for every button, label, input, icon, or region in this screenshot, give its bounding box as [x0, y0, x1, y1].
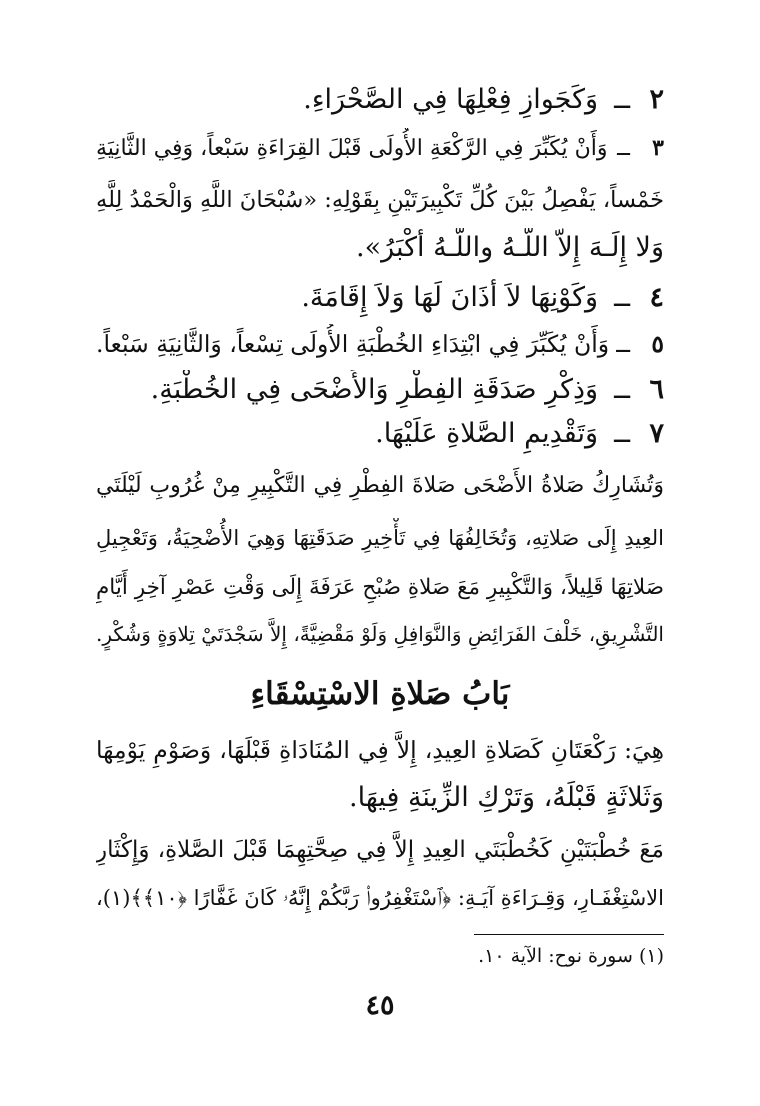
item-number: ٢	[649, 84, 664, 115]
paragraph-line: صَلاتِهَا قَلِيلاً، وَالتَّكْبِيرِ مَعَ صَلاةِ صُبْحِ عَرَفَةَ إِلَى وَقْتِ عَصْرِ آخِرِ أَيَّامِ	[96, 575, 664, 600]
item-text: وَذِكْرِ صَدَقَةِ الفِطْرِ وَالأَضْحَى فِي الخُطْبَةِ.	[150, 374, 598, 405]
item-text: وَكَجَوازِ فِعْلِهَا فِي الصَّحْرَاءِ.	[303, 84, 598, 115]
item-number: ٧	[649, 418, 664, 449]
item-number: ٤	[649, 282, 664, 313]
list-item-7	[96, 414, 664, 454]
item-number: ٣	[652, 135, 664, 161]
paragraph-line: العِيدِ إِلَى صَلاتِهِ، وَتُخَالِفُهَا فِي تَأْخِيرِ صَدَقَتِهَا وَهِيَ الأُضْحِيَةُ، وَتَعْجِيلِ	[96, 526, 664, 550]
paragraph-line: وَتُشَارِكُ صَلاةُ الأَضْحَى صَلاةَ الفِطْرِ فِي التَّكْبِيرِ مِنْ غُرُوبِ لَيْلَتَي	[96, 473, 664, 498]
item-dash: ــ	[617, 136, 630, 161]
list-item-3-continuation: وَلا إِلَـهَ إِلاَّ اللَّـهُ واللَّـهُ أَكْبَرُ».	[355, 232, 664, 263]
paragraph-line: الاسْتِغْفَـارِ، وَقِـرَاءَةِ آيَـةِ: ﴿ٱسْتَغْفِرُوا۟ رَبَّكُمْ إِنَّهُۥ كَانَ غَفَّارًا ﴿١٠﴾﴾(١)،	[96, 886, 664, 910]
item-dash: ــ	[614, 282, 630, 313]
list-item-6	[96, 370, 664, 410]
list-item-2	[96, 80, 664, 120]
item-dash: ــ	[614, 84, 630, 115]
item-text: وَأَنْ يُكَبِّرَ فِي ابْتِدَاءِ الخُطْبَةِ الأُولَى تِسْعاً، وَالثَّانِيَةِ سَبْعاً.	[96, 330, 610, 358]
item-text: وَتَقْدِيمِ الصَّلاةِ عَلَيْهَا.	[375, 418, 598, 449]
paragraph-line: وَثَلاثَةٍ قَبْلَهُ، وَتَرْكِ الزِّينَةِ فِيهَا.	[349, 782, 664, 813]
paragraph-line: مَعَ خُطْبَتَيْنِ كَخُطْبَتَي العِيدِ إِلاَّ فِي صِحَّتِهِمَا قَبْلَ الصَّلاةِ، وَإِكْثَارِ	[96, 837, 664, 863]
footnote: (١) سورة نوح: الآية ١٠.	[478, 945, 664, 967]
footnote-divider	[474, 934, 664, 935]
item-number: ٦	[649, 374, 664, 405]
item-dash: ــ	[616, 330, 630, 358]
list-item-3	[96, 128, 664, 169]
paragraph-line: هِيَ: رَكْعَتَانِ كَصَلاةِ العِيدِ، إِلاَّ فِي المُنَادَاةِ قَبْلَهَا، وَصَوْمِ يَوْمِهَا	[96, 736, 664, 764]
list-item-4	[96, 278, 664, 318]
item-dash: ــ	[614, 374, 630, 405]
item-text: وَكَوْنِهَا لاَ أَذَانَ لَهَا وَلاَ إِقَامَةَ.	[301, 282, 598, 313]
page-number: ٤٥	[365, 990, 395, 1021]
list-item-5	[96, 324, 664, 364]
paragraph-line: التَّشْرِيقِ، خَلْفَ الفَرَائِضِ وَالنَّوَافِلِ وَلَوْ مَقْضِيَّةً، إِلاَّ سَجْدَتَيْ تِلاوَةٍ وَشُكْرٍ.	[96, 622, 664, 646]
chapter-heading: بَابُ صَلاةِ الاسْتِسْقَاءِ	[250, 676, 510, 712]
item-number: ٥	[651, 330, 664, 358]
item-dash: ــ	[614, 418, 630, 449]
item-text: وَأَنْ يُكَبِّرَ فِي الرَّكْعَةِ الأُولَى قَبْلَ القِرَاءَةِ سَبْعاً، وَفِي الثَّانِيَةِ	[96, 136, 608, 161]
list-item-3-continuation: خَمْساً، يَفْصِلُ بَيْنَ كُلِّ تَكْبِيرَتَيْنِ بِقَوْلِهِ: «سُبْحَانَ اللَّهِ وَالْحَمْدُ لِلَّهِ	[96, 187, 664, 213]
